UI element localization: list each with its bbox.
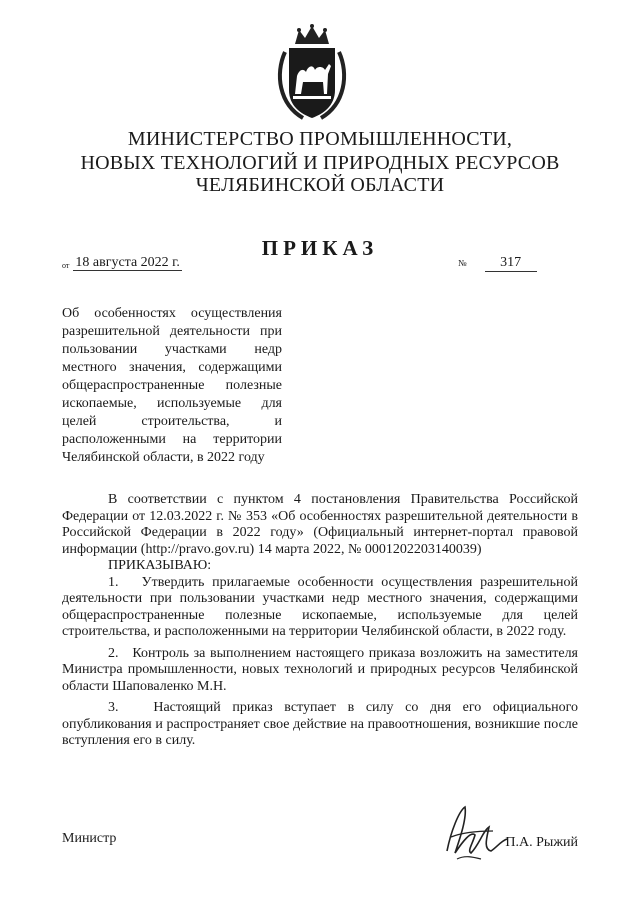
document-subject: Об особенностях осуществления разрешительной деятельности при пользовании участками недр местного значения, содержащими общераспространенные полезные ископаемые, используемые для целей строительства, и расположенными на территории Челябинской области, в 2022 году [62, 306, 282, 465]
coat-of-arms-emblem [273, 24, 351, 124]
order-item-1: 1. Утвердить прилагаемые особенности осуществления разрешительной деятельности при пользовании участками недр местного значения, содержащими общераспространенные полезные ископаемые, используемые для целей строительства, и расположенными на территории Челябинской области, в 2022 году. [62, 574, 578, 639]
document-date [62, 255, 182, 271]
order-word: ПРИКАЗЫВАЮ: [108, 558, 212, 573]
signatory-role: Министр [62, 831, 117, 846]
document-number [458, 255, 558, 272]
document-body [62, 492, 578, 750]
preamble-paragraph: В соответствии с пунктом 4 постановления Правительства Российской Федерации от 12.03.2022 г. № 353 «Об особенностях разрешительной деятельности в Российской Федерации в 2022 году» (Официальный интернет-портал правовой информации (http://pravo.gov.ru) 14 марта 2022, № 0001202203140039) [62, 492, 578, 557]
ministry-name-line-1: МИНИСТЕРСТВО ПРОМЫШЛЕННОСТИ, [127, 128, 513, 150]
number-value: 317 [485, 255, 537, 272]
order-item-3: 3. Настоящий приказ вступает в силу со дня его официального опубликования и распространяет свое действие на правоотношения, возникшие после вступления его в силу. [62, 700, 578, 748]
handwritten-signature [437, 801, 517, 863]
signatory-name: П.А. Рыжий [505, 835, 578, 850]
date-prefix: от [62, 261, 70, 270]
date-value: 18 августа 2022 г. [75, 255, 180, 270]
document-type-title: ПРИКАЗ [261, 236, 379, 260]
ministry-name-line-3: ЧЕЛЯБИНСКОЙ ОБЛАСТИ [195, 174, 445, 196]
number-prefix: № [458, 258, 467, 268]
ministry-name-line-2: НОВЫХ ТЕХНОЛОГИЙ И ПРИРОДНЫХ РЕСУРСОВ [80, 152, 560, 174]
order-item-2: 2. Контроль за выполнением настоящего приказа возложить на заместителя Министра промышленности, новых технологий и природных ресурсов Челябинской области Шаповаленко М.Н. [62, 645, 578, 694]
